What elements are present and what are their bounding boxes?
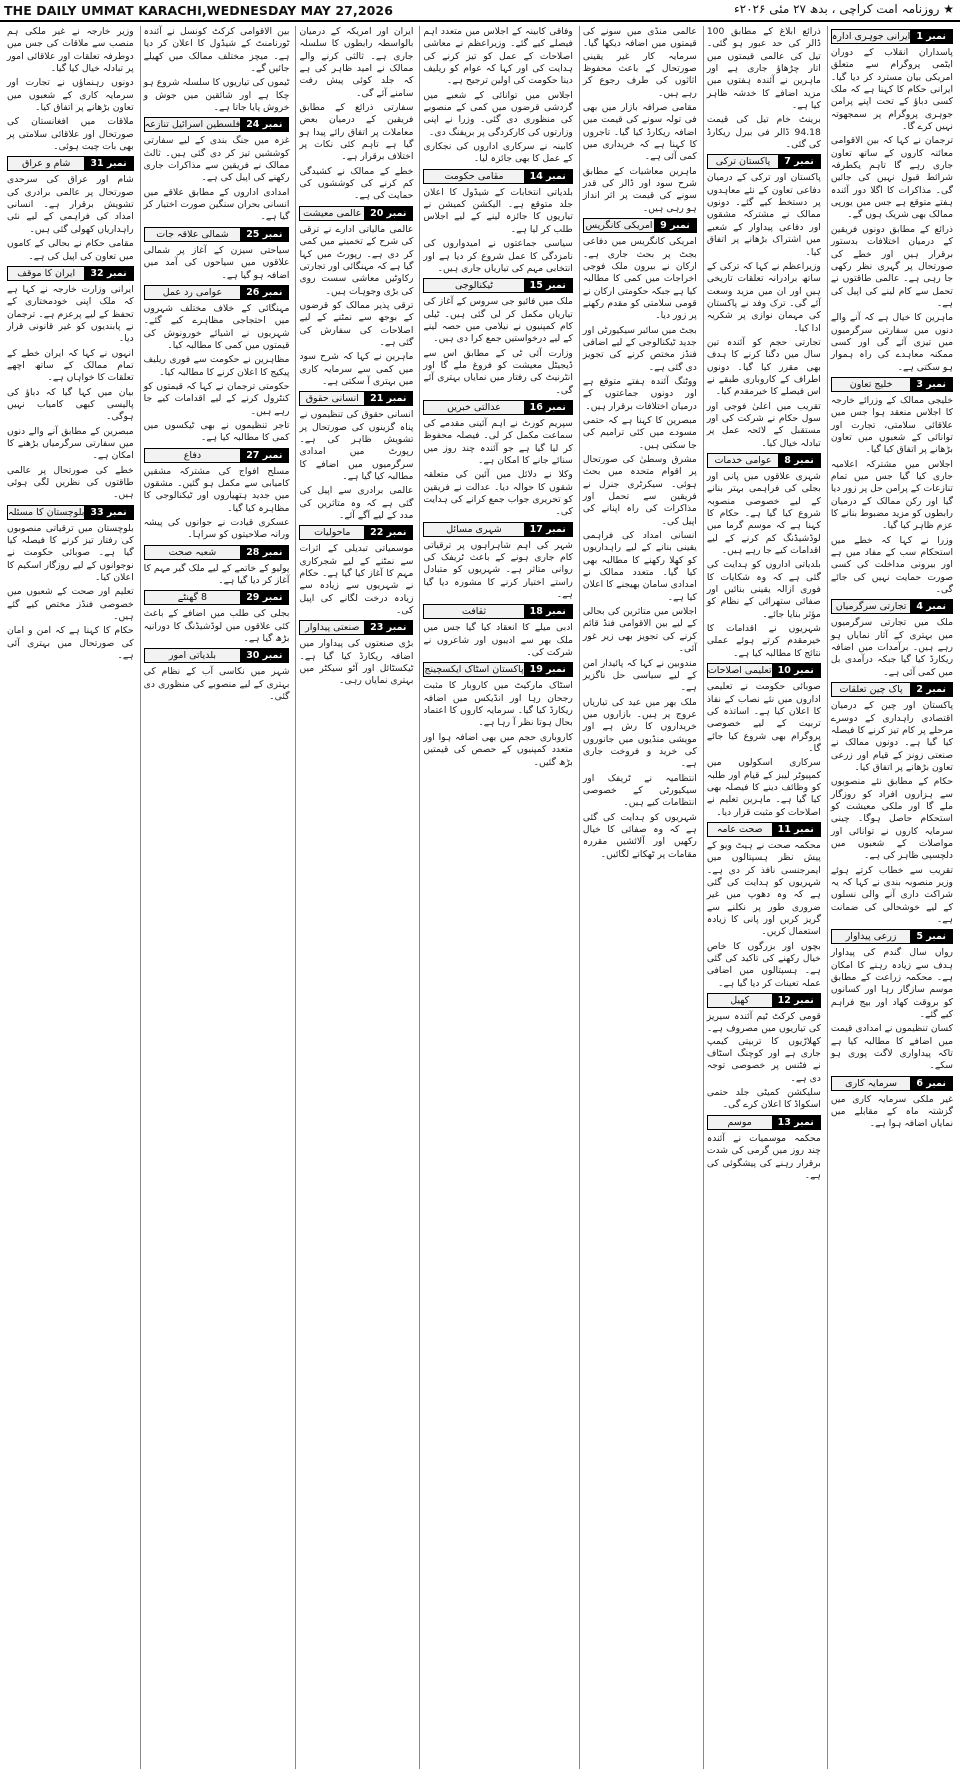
- article-paragraph: حکومتی ترجمان نے کہا کہ قیمتوں کو کنٹرول کرنے کے لیے اقدامات کیے جا رہے ہیں۔: [143, 380, 290, 417]
- section-title: امریکی کانگریس: [585, 220, 653, 232]
- section-title: شمالی علاقہ جات: [145, 228, 241, 241]
- section-number-value: 15: [529, 280, 543, 292]
- article-paragraph: سپریم کورٹ نے اہم آئینی مقدمے کی سماعت مکمل کر لی۔ فیصلہ محفوظ کر لیا گیا ہے جو آئندہ چند روز میں سنائے جانے کا امکان ہے۔: [423, 417, 573, 466]
- section-number-value: 18: [529, 606, 543, 618]
- article-paragraph: وزرا نے کہا کہ خطے میں استحکام سب کے مفاد میں ہے اور بیرونی مداخلت کی کسی صورت حمایت نہیں کی جائے گی۔: [830, 534, 953, 596]
- section-label: نمبر: [794, 823, 814, 835]
- article-paragraph: قومی کرکٹ ٹیم آئندہ سیریز کی تیاریوں میں مصروف ہے۔ کھلاڑیوں کا تربیتی کیمپ جاری ہے اور کوچنگ اسٹاف نے فٹنس پر خصوصی توجہ دی ہے۔: [706, 1011, 821, 1084]
- section-title: کھیل: [708, 994, 772, 1007]
- article-paragraph: کاروباری حجم میں بھی اضافہ ہوا اور متعدد کمپنیوں کے حصص کی قیمتیں بڑھ گئیں۔: [423, 731, 573, 768]
- article-paragraph: شہریوں کو ہدایت کی گئی ہے کہ وہ صفائی کا خیال رکھیں اور آلائشیں مقررہ مقامات پر ٹھکانے لگائیں۔: [582, 811, 697, 860]
- article-paragraph: سیاحتی سیزن کے آغاز پر شمالی علاقوں میں سیاحوں کی آمد میں اضافہ ہو گیا ہے۔: [143, 244, 290, 281]
- article-paragraph: برینٹ خام تیل کی قیمت 94.18 ڈالر فی بیرل ریکارڈ کی گئی۔: [706, 114, 821, 151]
- section-number: [524, 279, 572, 292]
- section-label: نمبر: [546, 401, 566, 413]
- article-paragraph: ماہرین معاشیات کے مطابق شرح سود اور ڈالر کی قدر سونے کی قیمت پر اثر انداز ہو رہی ہیں۔: [582, 165, 697, 214]
- news-column: [4, 26, 137, 1769]
- section-header: [423, 400, 572, 415]
- section-title: زرعی پیداوار: [832, 930, 910, 943]
- article-paragraph: عالمی مالیاتی ادارے نے ترقی کی شرح کے تخمینے میں کمی کر دی ہے۔ رپورٹ میں کہا گیا ہے کہ مہنگائی اور تجارتی رکاوٹیں معاشی سست روی کی بڑی وجوہات ہیں۔: [299, 223, 414, 297]
- section-number: [240, 591, 288, 604]
- section-number: [654, 219, 696, 232]
- article-paragraph: غیر ملکی سرمایہ کاری میں گزشتہ ماہ کے مقابلے میں نمایاں اضافہ ہوا ہے۔: [830, 1093, 953, 1130]
- article-paragraph: تقریب میں اعلیٰ فوجی اور سول حکام نے شرکت کی اور مستقبل کے لائحہ عمل پر تبادلہ خیال کیا۔: [706, 400, 821, 449]
- section-header: [583, 218, 697, 233]
- article-paragraph: شہر کی اہم شاہراہوں پر ترقیاتی کام جاری ہونے کے باعث ٹریفک کی روانی متاثر ہے۔ شہریوں کو متبادل راستے اختیار کرنے کا مشورہ دیا گیا ہے۔: [423, 539, 573, 601]
- section-label: نمبر: [262, 286, 283, 298]
- article-paragraph: اجلاس میں توانائی کے شعبے میں گردشی قرضوں میں کمی کے منصوبے کی منظوری دی گئی۔ وزرا نے اپنی وزارتوں کی کارکردگی پر بریفنگ دی۔: [423, 89, 573, 138]
- section-title: ثقافت: [424, 605, 523, 618]
- article-paragraph: ماہرین نے کہا کہ شرح سود میں کمی سے سرمایہ کاری میں بہتری آ سکتی ہے۔: [299, 351, 414, 387]
- section-number: [524, 523, 572, 536]
- article-paragraph: وکلا نے دلائل میں آئین کی متعلقہ شقوں کا حوالہ دیا۔ عدالت نے فریقین کو تحریری جواب جمع کرانے کی ہدایت کی۔: [423, 469, 573, 518]
- section-header: [423, 522, 572, 537]
- article-paragraph: تجارتی حجم کو آئندہ تین سال میں دگنا کرنے کا ہدف بھی مقرر کیا گیا۔ دونوں اطراف کے کاروباری طبقے نے اس فیصلے کا خیرمقدم کیا۔: [706, 336, 821, 398]
- section-label: نمبر: [262, 546, 283, 558]
- article-paragraph: مقامی حکام نے بحالی کے کاموں میں تعاون کی اپیل کی ہے۔: [7, 238, 134, 262]
- section-label: نمبر: [262, 592, 283, 604]
- article-paragraph: غزہ میں جنگ بندی کے لیے سفارتی کوششیں تیز کر دی گئی ہیں۔ ثالث ممالک نے فریقین سے مذاکرات جاری رکھنے کی اپیل کی ہے۔: [143, 135, 290, 184]
- article-paragraph: سلیکشن کمیٹی جلد حتمی اسکواڈ کا اعلان کرے گی۔: [706, 1087, 821, 1111]
- section-number: [84, 267, 132, 280]
- article-paragraph: وزیراعظم نے کہا کہ ترکی کے ساتھ برادرانہ تعلقات تاریخی ہیں اور ان میں مزید وسعت آئے گی۔ ترک وفد نے پاکستان کی مہمان نوازی پر شکریہ ادا کیا۔: [706, 260, 821, 334]
- section-header: [7, 156, 134, 171]
- section-number-value: 11: [777, 823, 791, 835]
- section-label: نمبر: [794, 455, 814, 466]
- article-paragraph: شام اور عراق کی سرحدی صورتحال پر عالمی برادری کی تشویش برقرار ہے۔ انسانی امداد کی فراہمی کے لیے نئی راہداریاں کھولی گئی ہیں۔: [7, 174, 134, 235]
- section-header: [423, 169, 572, 184]
- article-paragraph: رواں سال گندم کی پیداوار ہدف سے زیادہ رہنے کا امکان ہے۔ محکمہ زراعت کے مطابق موسم سازگار رہا اور کسانوں کو بروقت کھاد اور بیج فراہم کیے گئے۔: [830, 947, 953, 1021]
- article-paragraph: ترقی پذیر ممالک کو قرضوں کے بوجھ سے نمٹنے کے لیے اصلاحات کی سفارش کی گئی ہے۔: [299, 299, 414, 348]
- section-header: [144, 285, 290, 300]
- section-header: [831, 929, 953, 944]
- article-paragraph: بین الاقوامی کرکٹ کونسل نے آئندہ ٹورنامنٹ کے شیڈول کا اعلان کر دیا ہے۔ میچز مختلف ممالک میں کھیلے جائیں گے۔: [143, 26, 290, 75]
- section-number: [524, 170, 572, 183]
- article-paragraph: مسلح افواج کی مشترکہ مشقیں کامیابی سے مکمل ہو گئیں۔ مشقوں میں جدید ہتھیاروں اور ٹیکنالوجی کا مظاہرہ کیا گیا۔: [143, 465, 290, 514]
- section-header: [144, 448, 290, 463]
- section-title: تجارتی سرگرمیاں: [832, 600, 910, 613]
- masthead-english-title: THE DAILY UMMAT KARACHI,WEDNESDAY MAY 27,2026: [4, 3, 394, 18]
- section-label: نمبر: [106, 506, 127, 518]
- section-label: نمبر: [262, 119, 283, 131]
- article-paragraph: بڑی صنعتوں کی پیداوار میں اضافہ ریکارڈ کیا گیا ہے۔ ٹیکسٹائل اور آٹو سیکٹر میں بہتری نمایاں رہی۔: [299, 638, 414, 687]
- article-paragraph: شہریوں نے اقدامات کا خیرمقدم کرتے ہوئے عملی نتائج کا مطالبہ کیا ہے۔: [706, 623, 821, 659]
- section-number: [240, 449, 288, 462]
- section-header: [144, 648, 290, 663]
- news-column: [703, 26, 824, 1769]
- section-title: شہری مسائل: [424, 523, 523, 536]
- section-label: نمبر: [386, 393, 407, 405]
- article-paragraph: ادبی میلے کا انعقاد کیا گیا جس میں ملک بھر سے ادیبوں اور شاعروں نے شرکت کی۔: [423, 622, 573, 659]
- article-paragraph: تقریب سے خطاب کرتے ہوئے وزیر منصوبہ بندی نے کہا کہ یہ شراکت داری آنے والی نسلوں کے لیے خوشحالی کی ضمانت ہے۔: [830, 864, 953, 925]
- article-paragraph: سفارتی ذرائع کے مطابق فریقین کے درمیان بعض معاملات پر اتفاق رائے پیدا ہو گیا ہے تاہم کئی نکات پر اختلاف برقرار ہے۔: [299, 102, 414, 163]
- article-paragraph: حکام کے مطابق نئے منصوبوں سے ہزاروں افراد کو روزگار ملے گا اور ملکی معیشت کو استحکام حاصل ہوگا۔ چینی سرمایہ کاروں نے توانائی اور مواصلات کے شعبوں میں دلچسپی ظاہر کی ہے۔: [830, 776, 953, 862]
- section-header: [423, 278, 572, 293]
- section-number: [772, 664, 820, 677]
- article-paragraph: بلوچستان میں ترقیاتی منصوبوں کی رفتار تیز کرنے کا فیصلہ کیا گیا ہے۔ صوبائی حکومت نے نوجوانوں کے لیے روزگار اسکیم کا اعلان کیا۔: [7, 522, 134, 584]
- section-number: [772, 1116, 820, 1129]
- section-label: نمبر: [926, 684, 946, 696]
- section-header: [423, 662, 572, 677]
- section-label: نمبر: [546, 280, 566, 292]
- article-paragraph: سرکاری اسکولوں میں کمپیوٹر لیبز کے قیام اور طلبہ کو وظائف دینے کا فیصلہ بھی کیا گیا ہے۔ ماہرین تعلیم نے اصلاحات کو مثبت قرار دیا۔: [706, 757, 821, 818]
- section-number: [524, 605, 572, 618]
- section-number-value: 32: [90, 267, 104, 279]
- section-title: ٹیکنالوجی: [424, 279, 523, 292]
- section-number: [240, 286, 288, 299]
- article-paragraph: مندوبین نے کہا کہ پائیدار امن کے لیے سیاسی حل ناگزیر ہے۔: [582, 657, 697, 694]
- section-title: صنعتی پیداوار: [300, 621, 364, 634]
- section-number: [240, 649, 288, 662]
- article-paragraph: ذرائع ابلاغ کے مطابق 100 ڈالر کی حد عبور ہو گئی۔ تیل کی عالمی قیمتوں میں اتار چڑھاؤ جاری ہے اور ماہرین نے آئندہ ہفتوں میں مزید اضافے کا خدشہ ظاہر کیا ہے۔: [706, 26, 821, 112]
- article-paragraph: مہنگائی کے خلاف مختلف شہروں میں احتجاجی مظاہرے کیے گئے۔ شہریوں نے اشیائے خورونوش کی قیمتوں میں کمی کا مطالبہ کیا۔: [143, 302, 290, 351]
- section-title: ماحولیات: [300, 526, 364, 539]
- section-header: [299, 525, 413, 540]
- masthead: [0, 0, 960, 22]
- article-paragraph: مقامی صرافہ بازار میں بھی فی تولہ سونے کی قیمت میں اضافہ ریکارڈ کیا گیا۔ تاجروں کا کہنا ہے کہ خریداری میں کمی آئی ہے۔: [582, 102, 697, 163]
- article-paragraph: کسان تنظیموں نے امدادی قیمت میں اضافے کا مطالبہ کیا ہے تاکہ پیداواری لاگت پوری ہو سکے۔: [830, 1023, 953, 1072]
- section-label: نمبر: [670, 220, 690, 232]
- article-paragraph: بجلی کی طلب میں اضافے کے باعث کئی علاقوں میں لوڈشیڈنگ کا دورانیہ بڑھ گیا ہے۔: [143, 608, 290, 645]
- section-title: صحت عامہ: [708, 823, 772, 836]
- section-title: بلوچستان کا مسئلہ: [8, 506, 85, 518]
- section-number-value: 5: [916, 931, 923, 943]
- section-title: موسم: [708, 1116, 772, 1129]
- article-paragraph: امریکی کانگریس میں دفاعی بجٹ پر بحث جاری ہے۔ ارکان نے بیرون ملک فوجی اخراجات میں کمی کا مطالبہ کیا ہے جبکہ حکومتی ارکان نے قومی سلامتی کو مقدم رکھنے پر زور دیا۔: [582, 236, 697, 322]
- section-number: [910, 683, 952, 696]
- news-column: [827, 26, 956, 1769]
- section-title: بلدیاتی امور: [145, 649, 241, 662]
- section-header: [831, 599, 953, 614]
- article-paragraph: شہر میں نکاسی آب کے نظام کی بہتری کے لیے منصوبے کی منظوری دی گئی۔: [143, 666, 290, 703]
- article-paragraph: دونوں رہنماؤں نے تجارت اور سرمایہ کاری کے شعبوں میں تعاون بڑھانے پر اتفاق کیا۔: [7, 77, 134, 114]
- section-header: [7, 266, 134, 281]
- article-paragraph: شہری علاقوں میں پانی اور بجلی کی فراہمی بہتر بنانے کے لیے خصوصی منصوبہ شروع کیا گیا ہے۔ حکام کا کہنا ہے کہ موسم گرما میں لوڈشیڈنگ کم کرنے کے لیے اقدامات کیے جا رہے ہیں۔: [706, 471, 821, 557]
- newspaper-page: [4, 26, 956, 1769]
- article-paragraph: انسانی امداد کی فراہمی یقینی بنانے کے لیے راہداریوں کو کھلا رکھنے کا مطالبہ بھی کیا گیا۔ متعدد ممالک نے امدادی سامان بھیجنے کا اعلان کیا ہے۔: [582, 530, 697, 603]
- article-paragraph: پاکستان اور چین کے درمیان اقتصادی راہداری کے دوسرے مرحلے پر کام تیز کرنے کا فیصلہ کیا گیا ہے۔ دونوں ممالک نے صنعتی زونز کے قیام اور زرعی تعاون بڑھانے پر اتفاق کیا۔: [830, 700, 953, 773]
- section-header: [707, 663, 821, 678]
- section-number-value: 24: [246, 119, 260, 131]
- section-label: نمبر: [106, 267, 127, 279]
- section-header: [831, 682, 953, 697]
- article-paragraph: مشرق وسطیٰ کی صورتحال پر اقوام متحدہ میں بحث ہوئی۔ سیکرٹری جنرل نے فریقین سے تحمل اور مذاکرات کی راہ اپنانے کی اپیل کی۔: [582, 454, 697, 527]
- article-paragraph: خطے کے ممالک نے کشیدگی کم کرنے کی کوششوں کی حمایت کی ہے۔: [299, 165, 414, 202]
- section-label: نمبر: [794, 665, 814, 677]
- article-paragraph: ایران اور امریکہ کے درمیان بالواسطہ رابطوں کا سلسلہ جاری ہے۔ ثالثی کرنے والے ممالک نے امید ظاہر کی ہے کہ جلد کوئی پیش رفت سامنے آئے گی۔: [299, 26, 414, 99]
- article-paragraph: ترجمان نے کہا کہ بین الاقوامی معائنہ کاروں کے ساتھ تعاون جاری رہے گا تاہم یکطرفہ شرائط قبول نہیں کی جائیں گی۔ مذاکرات کا اگلا دور آئندہ ہفتے متوقع ہے جس میں یورپی ممالک بھی شریک ہوں گے۔: [830, 135, 953, 221]
- article-paragraph: ملک میں فائیو جی سروس کے آغاز کی تیاریاں مکمل کر لی گئی ہیں۔ ٹیلی کام کمپنیوں نے نیلامی میں حصہ لینے کے لیے درخواستیں جمع کرا دی ہیں۔: [423, 296, 573, 345]
- section-header: [299, 206, 413, 221]
- section-label: نمبر: [926, 378, 946, 390]
- section-label: نمبر: [106, 158, 127, 170]
- section-number-value: 4: [916, 601, 923, 613]
- section-number-value: 16: [529, 401, 543, 413]
- section-title: عالمی معیشت: [300, 207, 364, 220]
- section-label: نمبر: [926, 601, 946, 613]
- news-column: [295, 26, 416, 1769]
- article-paragraph: مظاہرین نے حکومت سے فوری ریلیف پیکیج کا اعلان کرنے کا مطالبہ کیا۔: [143, 354, 290, 378]
- section-label: نمبر: [794, 995, 814, 1007]
- section-number: [364, 526, 412, 539]
- section-number: [364, 207, 412, 220]
- article-paragraph: خلیجی ممالک کے وزرائے خارجہ کا اجلاس منعقد ہوا جس میں علاقائی سلامتی، تجارت اور توانائی کے شعبوں میں تعاون بڑھانے پر اتفاق کیا گیا۔: [830, 394, 953, 456]
- article-paragraph: تاجر تنظیموں نے بھی ٹیکسوں میں کمی کا مطالبہ کیا ہے۔: [143, 419, 290, 444]
- section-number-value: 21: [370, 393, 384, 405]
- section-number: [524, 663, 572, 676]
- section-title: پاک چین تعلقات: [832, 683, 910, 696]
- section-title: عدالتی خبریں: [424, 401, 523, 414]
- section-label: نمبر: [794, 1116, 814, 1128]
- section-number: [910, 30, 952, 43]
- article-paragraph: خطے کی صورتحال پر عالمی طاقتوں کی نظریں لگی ہوئی ہیں۔: [7, 464, 134, 501]
- article-paragraph: ذرائع کے مطابق دونوں فریقین کے درمیان اختلافات بدستور برقرار ہیں اور خطے کی صورتحال پر گہری نظر رکھی جا رہی ہے۔ عالمی طاقتوں نے تحمل سے کام لینے کی اپیل کی ہے۔: [830, 223, 953, 309]
- section-number-value: 8: [784, 455, 791, 466]
- section-title: خلیج تعاون: [832, 378, 910, 391]
- section-number-value: 31: [90, 158, 104, 170]
- article-paragraph: مبصرین کے مطابق آنے والے دنوں میں سفارتی سرگرمیاں بڑھنے کا امکان ہے۔: [7, 425, 134, 462]
- section-number-value: 22: [370, 527, 384, 539]
- section-number: [524, 401, 572, 414]
- news-column: [140, 26, 293, 1769]
- article-paragraph: امدادی اداروں کے مطابق علاقے میں انسانی بحران سنگین صورت اختیار کر گیا ہے۔: [143, 186, 290, 223]
- article-paragraph: بجٹ میں سائبر سیکیورٹی اور جدید ٹیکنالوجی کے لیے اضافی فنڈز مختص کرنے کی تجویز دی گئی ہے۔: [582, 324, 697, 373]
- section-label: نمبر: [386, 622, 407, 634]
- section-number-value: 25: [246, 228, 260, 240]
- section-label: نمبر: [926, 931, 946, 943]
- section-number: [778, 155, 820, 168]
- section-number-value: 6: [916, 1077, 923, 1089]
- section-number-value: 3: [916, 378, 923, 390]
- section-number-value: 10: [777, 665, 791, 677]
- section-title: ایرانی جوہری ادارہ: [831, 31, 911, 42]
- section-title: انسانی حقوق: [300, 392, 364, 405]
- news-column: [419, 26, 575, 1769]
- section-number-value: 12: [777, 995, 791, 1007]
- article-paragraph: بلدیاتی انتخابات کے شیڈول کا اعلان جلد متوقع ہے۔ الیکشن کمیشن نے تیاریوں کا جائزہ لینے کے لیے اجلاس طلب کر لیا ہے۔: [423, 186, 573, 235]
- article-paragraph: پولیو کے خاتمے کے لیے ملک گیر مہم کا آغاز کر دیا گیا ہے۔: [143, 562, 290, 587]
- article-paragraph: محکمہ موسمیات نے آئندہ چند روز میں گرمی کی شدت برقرار رہنے کی پیشگوئی کی ہے۔: [706, 1132, 821, 1181]
- article-paragraph: بلدیاتی اداروں کو ہدایت کی گئی ہے کہ وہ شکایات کا فوری ازالہ یقینی بنائیں اور صفائی ستھرائی کے نظام کو مؤثر بنایا جائے۔: [706, 559, 821, 620]
- section-number-value: 28: [246, 546, 260, 558]
- section-label: نمبر: [386, 207, 407, 219]
- article-paragraph: موسمیاتی تبدیلی کے اثرات سے نمٹنے کے لیے شجرکاری مہم کا آغاز کیا گیا ہے۔ حکام نے شہریوں سے زیادہ سے زیادہ درخت لگانے کی اپیل کی۔: [299, 543, 414, 617]
- section-title: عوامی خدمات: [708, 454, 778, 467]
- section-number-value: 23: [370, 622, 384, 634]
- section-number: [772, 994, 820, 1007]
- section-header: [7, 505, 134, 520]
- section-number: [910, 378, 952, 391]
- section-header: [707, 993, 821, 1008]
- news-column: [579, 26, 700, 1769]
- article-paragraph: پاکستان اور ترکی کے درمیان دفاعی تعاون کے نئے معاہدوں پر دستخط کیے گئے۔ دونوں ممالک نے مشترکہ مشقوں اور دفاعی پیداوار کے شعبے میں اشتراک بڑھانے پر اتفاق کیا۔: [706, 172, 821, 258]
- article-paragraph: صوبائی حکومت نے تعلیمی اداروں میں نئے نصاب کے نفاذ کا اعلان کیا ہے۔ اساتذہ کی تربیت کے لیے خصوصی پروگرام بھی شروع کیا جائے گا۔: [706, 681, 821, 754]
- section-label: نمبر: [386, 527, 407, 539]
- article-paragraph: اجلاس میں متاثرین کی بحالی کے لیے بین الاقوامی فنڈ قائم کرنے کی تجویز بھی زیر غور آئی۔: [582, 606, 697, 655]
- section-number-value: 9: [660, 220, 667, 232]
- article-paragraph: عالمی برادری سے اپیل کی گئی ہے کہ وہ متاثرین کی مدد کے لیے آگے آئے۔: [299, 485, 414, 522]
- section-number-value: 29: [246, 592, 260, 604]
- article-paragraph: وزیر خارجہ نے غیر ملکی ہم منصب سے ملاقات کی جس میں دوطرفہ تعلقات اور علاقائی امور پر تبادلہ خیال کیا گیا۔: [7, 26, 134, 75]
- article-paragraph: عسکری قیادت نے جوانوں کی پیشہ ورانہ صلاحیتوں کو سراہا۔: [143, 517, 290, 541]
- section-number: [772, 823, 820, 836]
- article-paragraph: بیان میں کہا گیا کہ دباؤ کی پالیسی کبھی کامیاب نہیں ہوگی۔: [7, 386, 134, 423]
- section-number-value: 30: [246, 650, 260, 662]
- section-title: عوامی رد عمل: [145, 286, 241, 299]
- article-paragraph: ایرانی وزارت خارجہ نے کہا ہے کہ ملک اپنی خودمختاری کے تحفظ کے لیے پرعزم ہے۔ ترجمان نے پابندیوں کو غیر قانونی قرار دیا۔: [7, 283, 134, 345]
- section-label: نمبر: [546, 664, 566, 676]
- article-paragraph: انہوں نے کہا کہ ایران خطے کے تمام ممالک کے ساتھ اچھے تعلقات کا خواہاں ہے۔: [7, 347, 134, 384]
- section-number: [84, 157, 132, 170]
- article-paragraph: مبصرین کا کہنا ہے کہ حتمی مسودے میں کئی ترامیم کی جا سکتی ہیں۔: [582, 414, 697, 451]
- section-number-value: 13: [777, 1116, 791, 1128]
- section-number: [778, 454, 820, 467]
- section-header: [831, 29, 953, 44]
- section-title: سرمایہ کاری: [832, 1077, 910, 1090]
- section-header: [144, 545, 290, 560]
- section-number-value: 26: [246, 286, 260, 298]
- section-label: نمبر: [546, 170, 566, 182]
- article-paragraph: بچوں اور بزرگوں کا خاص خیال رکھنے کی تاکید کی گئی ہے۔ ہسپتالوں میں اضافی عملہ تعینات کر دیا گیا ہے۔: [706, 940, 821, 989]
- section-label: نمبر: [794, 156, 814, 168]
- section-title: دفاع: [145, 449, 241, 462]
- article-paragraph: ملک میں تجارتی سرگرمیوں میں بہتری کے آثار نمایاں ہو رہے ہیں۔ برآمدات میں اضافہ ریکارڈ کیا گیا جبکہ درآمدی بل میں کمی آئی ہے۔: [830, 617, 953, 678]
- section-number: [910, 600, 952, 613]
- article-paragraph: پاسداران انقلاب کے دوران ایٹمی پروگرام سے متعلق امریکی بیان مسترد کر دیا گیا۔ ایرانی حکام کا کہنا ہے کہ ملک کسی دباؤ کے تحت اپنے پرامن جوہری پروگرام پر سمجھوتہ نہیں کرے گا۔: [830, 47, 953, 133]
- section-title: پاکستان ترکی: [708, 155, 778, 168]
- article-paragraph: انسانی حقوق کی تنظیموں نے پناہ گزینوں کی صورتحال پر تشویش ظاہر کی ہے۔ رپورٹ میں امدادی سرگرمیوں میں اضافے کا مطالبہ کیا گیا ہے۔: [299, 409, 414, 482]
- section-label: نمبر: [546, 523, 566, 535]
- article-paragraph: عالمی منڈی میں سونے کی قیمتوں میں اضافہ دیکھا گیا۔ سرمایہ کار غیر یقینی صورتحال کے باعث محفوظ اثاثوں کی طرف رجوع کر رہے ہیں۔: [582, 26, 697, 99]
- section-header: [144, 227, 290, 242]
- article-paragraph: وفاقی کابینہ کے اجلاس میں متعدد اہم فیصلے کیے گئے۔ وزیراعظم نے معاشی اصلاحات کے عمل کو تیز کرنے کی ہدایت کی اور کہا کہ عوام کو ریلیف دینا حکومت کی اولین ترجیح ہے۔: [423, 26, 573, 87]
- section-number: [910, 930, 952, 943]
- section-number-value: 2: [916, 684, 923, 696]
- section-title: شام و عراق: [8, 157, 84, 170]
- section-number-value: 14: [529, 170, 543, 182]
- section-label: نمبر: [262, 650, 283, 662]
- section-number-value: 27: [246, 449, 260, 461]
- section-label: نمبر: [546, 606, 566, 618]
- section-header: [831, 377, 953, 392]
- section-number: [84, 506, 132, 519]
- article-paragraph: اسٹاک مارکیٹ میں کاروبار کا مثبت رجحان رہا اور انڈیکس میں اضافہ ریکارڈ کیا گیا۔ سرمایہ کاروں کا اعتماد بحال ہوتا نظر آ رہا ہے۔: [423, 680, 573, 729]
- section-number: [364, 621, 412, 634]
- section-title: 8 گھنٹے: [145, 591, 241, 604]
- section-header: [299, 391, 413, 406]
- article-paragraph: ملاقات میں افغانستان کی صورتحال اور علاقائی سلامتی پر بھی بات چیت ہوئی۔: [7, 116, 134, 153]
- article-paragraph: حکام کا کہنا ہے کہ امن و امان کی صورتحال میں بہتری آئی ہے۔: [7, 625, 134, 662]
- section-header: [831, 1076, 953, 1091]
- section-header: [707, 453, 821, 468]
- section-label: نمبر: [926, 31, 946, 42]
- article-paragraph: وزارت آئی ٹی کے مطابق اس سے ڈیجیٹل معیشت کو فروغ ملے گا اور انٹرنیٹ کی رفتار میں نمایاں بہتری آئے گی۔: [423, 347, 573, 396]
- article-paragraph: ووٹنگ آئندہ ہفتے متوقع ہے اور دونوں جماعتوں کے درمیان اختلافات برقرار ہیں۔: [582, 375, 697, 412]
- section-title: مقامی حکومت: [424, 170, 523, 183]
- section-title: شعبہ صحت: [145, 546, 241, 559]
- section-header: [423, 604, 572, 619]
- article-paragraph: ملک بھر میں عید کی تیاریاں عروج پر ہیں۔ بازاروں میں خریداروں کا رش ہے اور مویشی منڈیوں میں جانوروں کی خرید و فروخت جاری ہے۔: [582, 696, 697, 770]
- section-number-value: 17: [529, 523, 543, 535]
- section-label: نمبر: [262, 228, 283, 240]
- article-paragraph: تعلیم اور صحت کے شعبوں میں خصوصی فنڈز مختص کیے گئے ہیں۔: [7, 586, 134, 623]
- section-header: [707, 1115, 821, 1130]
- section-header: [707, 154, 821, 169]
- section-header: [144, 590, 290, 605]
- masthead-urdu-title: ★ روزنامہ امت کراچی ، بدھ ۲۷ مئی ۲۰۲۶ء: [733, 2, 954, 16]
- article-paragraph: کابینہ نے سرکاری اداروں کی نجکاری کے عمل کا بھی جائزہ لیا۔: [423, 141, 573, 165]
- section-number: [240, 546, 288, 559]
- article-paragraph: ماہرین کا خیال ہے کہ آنے والے دنوں میں سفارتی سرگرمیوں میں تیزی آئے گی اور کسی ممکنہ معاہدے کی راہ ہموار ہو سکتی ہے۔: [830, 312, 953, 373]
- section-number: [910, 1077, 952, 1090]
- section-header: [144, 117, 290, 132]
- section-number-value: 20: [370, 207, 384, 219]
- section-title: تعلیمی اصلاحات: [707, 665, 772, 677]
- section-header: [299, 620, 413, 635]
- article-paragraph: انتظامیہ نے ٹریفک اور سیکیورٹی کے خصوصی انتظامات کیے ہیں۔: [582, 772, 697, 809]
- section-header: [707, 822, 821, 837]
- article-paragraph: اجلاس میں مشترکہ اعلامیہ جاری کیا گیا جس میں تمام تنازعات کے پرامن حل پر زور دیا گیا اور رکن ممالک کے درمیان رابطوں کو مزید مضبوط بنانے کا عزم ظاہر کیا گیا۔: [830, 458, 953, 532]
- section-label: نمبر: [926, 1077, 946, 1089]
- section-number-value: 1: [916, 31, 923, 42]
- article-paragraph: محکمہ صحت نے ہیٹ ویو کے پیش نظر ہسپتالوں میں ایمرجنسی نافذ کر دی ہے۔ شہریوں کو ہدایت کی گئی ہے کہ وہ دھوپ میں غیر ضروری طور پر نکلنے سے گریز کریں اور پانی کا زیادہ استعمال کریں۔: [706, 839, 821, 938]
- section-number-value: 7: [784, 156, 791, 168]
- section-title: فلسطین اسرائیل تنازعہ: [144, 119, 241, 131]
- section-number-value: 33: [90, 506, 104, 518]
- article-paragraph: ٹیموں کی تیاریوں کا سلسلہ شروع ہو چکا ہے اور شائقین میں جوش و خروش پایا جاتا ہے۔: [143, 77, 290, 114]
- article-paragraph: سیاسی جماعتوں نے امیدواروں کی نامزدگی کا عمل شروع کر دیا ہے اور انتخابی مہم کی تیاریاں جاری ہیں۔: [423, 238, 573, 274]
- section-number: [240, 228, 288, 241]
- section-title: پاکستان اسٹاک ایکسچینج: [424, 664, 524, 676]
- section-title: ایران کا موقف: [8, 267, 84, 280]
- section-number: [364, 392, 412, 405]
- section-number-value: 19: [529, 664, 543, 676]
- section-number: [240, 118, 288, 131]
- section-label: نمبر: [262, 449, 283, 461]
